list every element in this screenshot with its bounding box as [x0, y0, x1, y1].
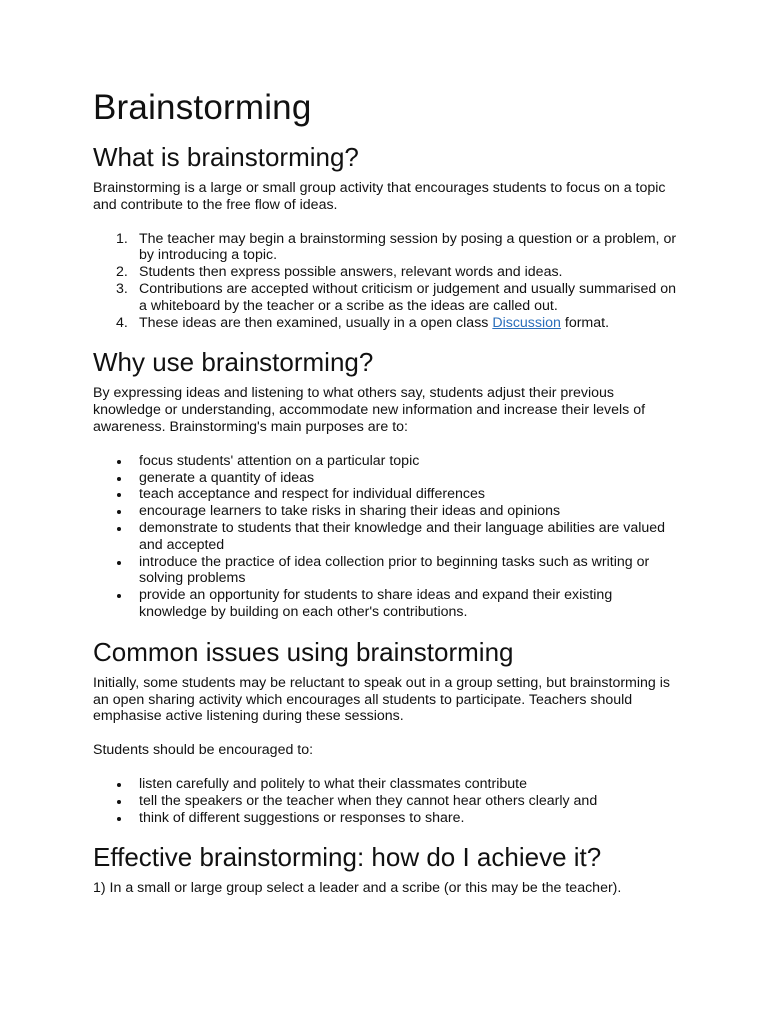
list-item-text: The teacher may begin a brainstorming session by posing a question or a problem, or by introducing a topic.	[139, 230, 677, 264]
list-item-text: listen carefully and politely to what their classmates contribute	[139, 775, 527, 792]
list-item-text: provide an opportunity for students to share ideas and expand their existing knowledge by building on each other's contributions.	[139, 587, 613, 620]
list-item	[93, 503, 683, 520]
section-effective	[93, 842, 683, 897]
section-heading-effective: Effective brainstorming: how do I achieve it?	[93, 842, 602, 873]
bullet-icon	[117, 477, 121, 481]
list-number: 4.	[116, 314, 128, 331]
bullet-icon	[117, 510, 121, 514]
list-item	[93, 776, 683, 793]
bullet-list-encouraged	[93, 776, 683, 826]
list-item-text: demonstrate to students that their knowledge and their language abilities are valued and accepted	[139, 519, 666, 553]
bullet-icon	[117, 800, 121, 804]
list-number: 1.	[116, 230, 128, 247]
list-item-text: teach acceptance and respect for individual differences	[139, 486, 485, 503]
list-item	[93, 264, 683, 281]
bullet-icon	[117, 817, 121, 821]
list-number: 2.	[116, 264, 128, 281]
list-item	[93, 554, 683, 588]
list-item	[93, 281, 683, 315]
list-item-text: tell the speakers or the teacher when they cannot hear others clearly and	[139, 792, 598, 809]
list-item	[93, 453, 683, 470]
section-heading-why: Why use brainstorming?	[93, 347, 374, 378]
section-heading-issues: Common issues using brainstorming	[93, 636, 514, 667]
bullet-icon	[117, 493, 121, 497]
paragraph-issues-2: Students should be encouraged to:	[93, 742, 314, 759]
list-item-text: focus students' attention on a particular topic	[139, 452, 420, 469]
section-what-is	[93, 142, 683, 331]
list-item	[93, 810, 683, 827]
bullet-icon	[117, 783, 121, 787]
list-item-text: generate a quantity of ideas	[139, 469, 315, 486]
list-item-text: Contributions are accepted without criticism or judgement and usually summarised on a whiteboard by the teacher or a scribe as the ideas are called out.	[139, 280, 677, 314]
list-item-text-after-link: format.	[560, 314, 610, 331]
list-item	[93, 520, 683, 554]
list-item	[93, 231, 683, 265]
paragraph-issues-1: Initially, some students may be reluctant to speak out in a group setting, but brainstorming is an open sharing activity which encourages all students to participate. Teachers should emphasise active listening during these sessions.	[93, 674, 670, 725]
list-item-text: think of different suggestions or responses to share.	[139, 809, 465, 826]
bullet-list-purposes	[93, 453, 683, 621]
document-page	[93, 86, 683, 897]
section-common-issues	[93, 637, 683, 827]
list-item	[93, 587, 683, 621]
bullet-icon	[117, 460, 121, 464]
paragraph-effective-1: 1) In a small or large group select a leader and a scribe (or this may be the teacher).	[93, 880, 622, 897]
bullet-icon	[117, 527, 121, 531]
discussion-link[interactable]: Discussion	[492, 314, 561, 331]
section-heading-what: What is brainstorming?	[93, 142, 359, 172]
list-item	[93, 470, 683, 487]
section-why-use	[93, 347, 683, 620]
list-item	[93, 793, 683, 810]
paragraph-what-intro: Brainstorming is a large or small group activity that encourages students to focus on a topic and contribute to the free flow of ideas.	[93, 180, 666, 213]
bullet-icon	[117, 594, 121, 598]
numbered-list-steps	[93, 231, 683, 332]
list-item-text: encourage learners to take risks in sharing their ideas and opinions	[139, 503, 561, 520]
list-number: 3.	[116, 280, 128, 297]
list-item-text: introduce the practice of idea collection prior to beginning tasks such as writing or solving problems	[139, 553, 650, 587]
list-item	[93, 315, 683, 332]
list-item-text-before-link: These ideas are then examined, usually in a open class	[139, 314, 493, 331]
list-item	[93, 486, 683, 503]
paragraph-why-intro: By expressing ideas and listening to what others say, students adjust their previous knowledge or understanding, accommodate new information and increase their levels of awareness. Brainstorming's main purposes are to:	[93, 385, 646, 435]
page-title: Brainstorming	[93, 88, 312, 127]
bullet-icon	[117, 561, 121, 565]
list-item-text: Students then express possible answers, relevant words and ideas.	[139, 264, 563, 281]
